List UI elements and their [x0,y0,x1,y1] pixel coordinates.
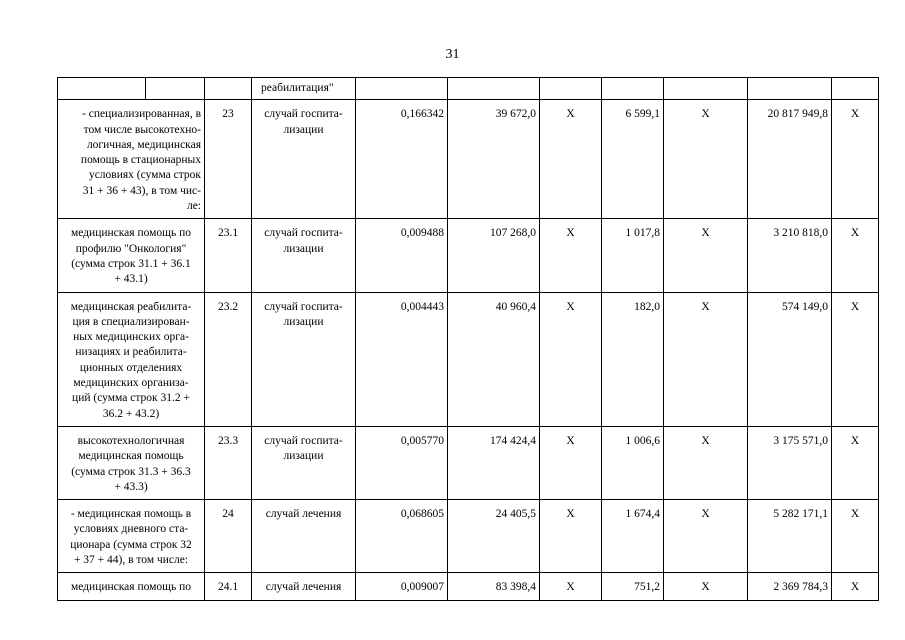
cell-text-line: случай лечения [265,581,342,594]
total-value-cell: 574 149,0 [748,292,832,426]
indicator-name-cell [58,219,205,292]
table-cell [602,78,664,100]
cell-text-line: медицинская помощь по [70,227,192,240]
cell-text-line: (сумма строк 31.3 + 36.3 [71,465,191,478]
total-value-cell: 5 282 171,1 [748,500,832,573]
cell-text-line: лизации [283,450,324,463]
row-number-cell: 23.3 [205,426,252,499]
indicator-name-cell [58,500,205,573]
per-capita-value-cell: 751,2 [602,573,664,600]
row-number-cell: 23.1 [205,219,252,292]
cell-text-line: медицинская помощь по [70,581,192,594]
x-mark-cell: X [832,500,879,573]
unit-cell: реабилитация" [252,78,356,100]
unit-cell [252,292,356,426]
x-mark-cell: X [540,219,602,292]
cell-text-line: случай госпита- [264,434,343,447]
table-cell [448,78,540,100]
unit-cell [252,100,356,219]
cost-value-cell: 40 960,4 [448,292,540,426]
cell-text-line: условиях дневного ста- [73,523,189,536]
cell-text-line: помощь в стационарных [80,154,201,167]
table-cell [58,78,146,100]
x-mark-cell: X [832,292,879,426]
per-capita-value-cell: 6 599,1 [602,100,664,219]
table-row [58,292,879,426]
cell-text-line: ций (сумма строк 31.2 + [72,392,190,405]
total-value-cell: 20 817 949,8 [748,100,832,219]
norm-value-cell: 0,009488 [356,219,448,292]
x-mark-cell: X [664,292,748,426]
cell-text-line: случай госпита- [264,227,343,240]
row-number-cell: 23 [205,100,252,219]
cell-text-line: случай госпита- [264,108,343,121]
cell-text-line: низациях и реабилита- [75,346,187,359]
cell-text-line: медицинская помощь [78,450,184,463]
cell-text-line: лизации [283,315,324,328]
cell-text-line: логичная, медицинская [86,138,201,151]
total-value-cell: 2 369 784,3 [748,573,832,600]
indicator-name-cell [58,426,205,499]
unit-cell [252,573,356,600]
cost-value-cell: 39 672,0 [448,100,540,219]
cost-value-cell: 24 405,5 [448,500,540,573]
total-value-cell: 3 210 818,0 [748,219,832,292]
norm-value-cell: 0,166342 [356,100,448,219]
unit-cell [252,219,356,292]
cell-text-line: медицинских организа- [73,377,189,390]
table-cell [146,78,205,100]
cell-text-line: + 43.1) [114,273,148,286]
cell-text-line: высокотехнологичная [77,434,185,447]
cell-text-line: ционных отделениях [79,361,183,374]
cell-text-line: + 43.3) [114,480,148,493]
per-capita-value-cell: 1 006,6 [602,426,664,499]
cell-text-line: 31 + 36 + 43), в том чис- [82,184,201,197]
cell-text-line: + 37 + 44), в том числе: [73,554,189,567]
unit-cell [252,500,356,573]
per-capita-value-cell: 1 017,8 [602,219,664,292]
row-number-cell: 23.2 [205,292,252,426]
cell-text-line: лизации [283,123,324,136]
cell-text-line: том числе высокотехно- [83,123,201,136]
indicator-name-cell [58,100,205,219]
table-row-continuation [58,78,879,100]
cell-text-line: профилю "Онкология" [75,242,187,255]
x-mark-cell: X [540,573,602,600]
table-cell [664,78,748,100]
cell-text-line: - специализированная, в [82,108,201,121]
cell-text-line: случай госпита- [264,300,343,313]
cell-text-line: лизации [283,242,324,255]
x-mark-cell: X [664,426,748,499]
cell-text-line: - медицинская помощь в [70,508,192,521]
x-mark-cell: X [832,100,879,219]
cell-text-line: медицинская реабилита- [70,300,192,313]
norm-value-cell: 0,009007 [356,573,448,600]
x-mark-cell: X [664,100,748,219]
x-mark-cell: X [664,500,748,573]
unit-cell [252,426,356,499]
cell-text-line: ционара (сумма строк 32 [70,538,192,551]
indicator-name-cell [58,573,205,600]
x-mark-cell: X [664,573,748,600]
x-mark-cell: X [832,573,879,600]
table-row [58,100,879,219]
cost-value-cell: 83 398,4 [448,573,540,600]
table-row [58,500,879,573]
norm-value-cell: 0,068605 [356,500,448,573]
norm-value-cell: 0,005770 [356,426,448,499]
row-number-cell: 24.1 [205,573,252,600]
table-cell [540,78,602,100]
table-row [58,219,879,292]
total-value-cell: 3 175 571,0 [748,426,832,499]
per-capita-value-cell: 182,0 [602,292,664,426]
cost-value-cell: 107 268,0 [448,219,540,292]
cell-text-line: случай лечения [265,508,342,521]
cost-value-cell: 174 424,4 [448,426,540,499]
x-mark-cell: X [540,100,602,219]
page-number: 31 [445,47,460,62]
row-number-cell: 24 [205,500,252,573]
cell-text-line: ных медицинских орга- [73,331,189,344]
data-table [57,77,879,601]
cell-text-line: (сумма строк 31.1 + 36.1 [71,257,191,270]
x-mark-cell: X [540,292,602,426]
norm-value-cell: 0,004443 [356,292,448,426]
table-cell [748,78,832,100]
table-cell [205,78,252,100]
cell-text-line: ле: [186,200,201,213]
cell-text-line: условиях (сумма строк [88,169,201,182]
x-mark-cell: X [832,219,879,292]
table-cell [356,78,448,100]
cell-text-line: 36.2 + 43.2) [102,407,160,420]
indicator-name-cell [58,292,205,426]
x-mark-cell: X [832,426,879,499]
per-capita-value-cell: 1 674,4 [602,500,664,573]
x-mark-cell: X [540,500,602,573]
cell-text-line: ция в специализирован- [72,315,190,328]
table-cell [832,78,879,100]
x-mark-cell: X [664,219,748,292]
x-mark-cell: X [540,426,602,499]
table-row [58,573,879,600]
table-row [58,426,879,499]
